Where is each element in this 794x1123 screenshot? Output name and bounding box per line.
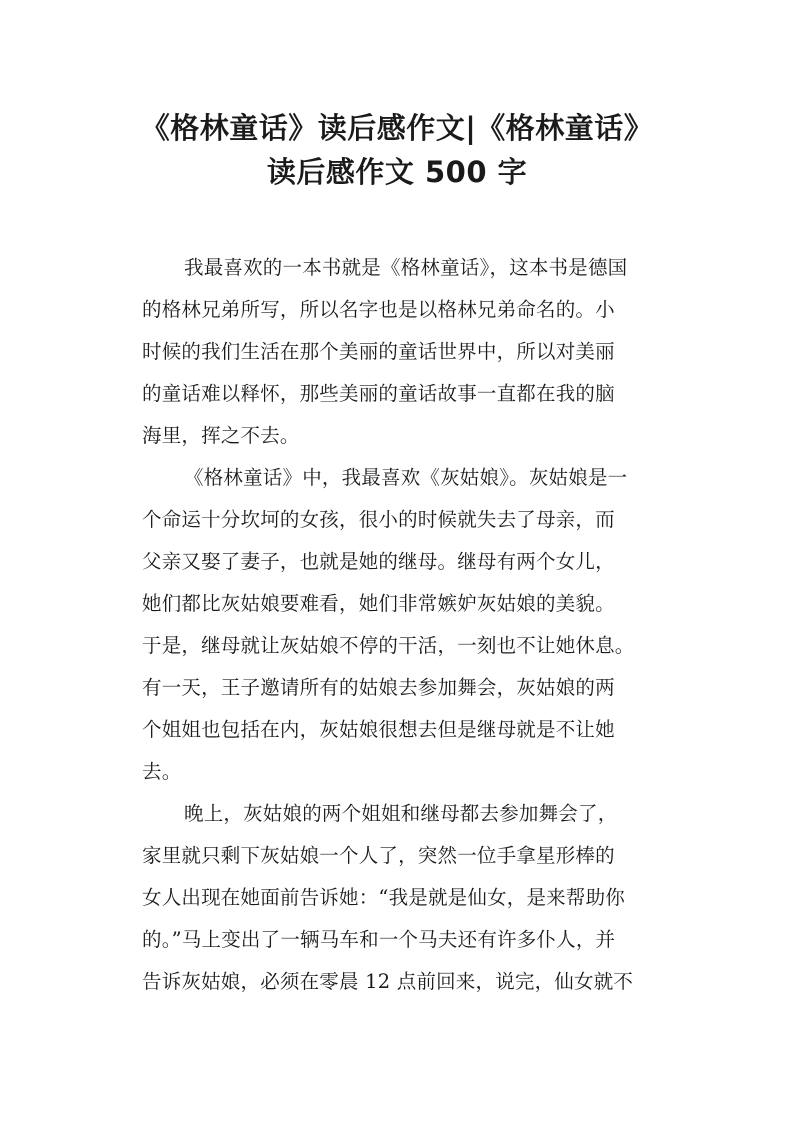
document-title: 《格林童话》读后感作文|《格林童话》 [140,111,654,145]
paragraph-line: 海里，挥之不去。 [142,424,300,447]
paragraph-line: 时候的我们生活在那个美丽的童话世界中，所以对美丽 [142,340,615,363]
paragraph-line: 她们都比灰姑娘要难看，她们非常嫉妒灰姑娘的美貌。 [142,592,615,615]
paragraph-line: 去。 [142,760,182,783]
paragraph-line: 于是，继母就让灰姑娘不停的干活，一刻也不让她休息。 [142,634,635,657]
paragraph-line: 父亲又娶了妻子，也就是她的继母。继母有两个女儿， [142,550,615,573]
paragraph-line: 《格林童话》中，我最喜欢《灰姑娘》。灰姑娘是一 [184,466,628,489]
paragraph-line: 个命运十分坎坷的女孩，很小的时候就失去了母亲，而 [142,508,615,531]
paragraph-line: 女人出现在她面前告诉她：“我是就是仙女，是来帮助你 [142,886,625,909]
paragraph-line: 的格林兄弟所写，所以名字也是以格林兄弟命名的。小 [142,298,615,321]
paragraph-line: 我最喜欢的一本书就是《格林童话》，这本书是德国 [184,256,628,279]
paragraph-line: 告诉灰姑娘，必须在零晨 12 点前回来，说完，仙女就不 [142,970,634,993]
paragraph-line: 的。”马上变出了一辆马车和一个马夫还有许多仆人，并 [142,928,616,951]
document-title-continued: 读后感作文 500 字 [266,155,528,189]
paragraph-line: 的童话难以释怀，那些美丽的童话故事一直都在我的脑 [142,382,615,405]
paragraph-line: 有一天，王子邀请所有的姑娘去参加舞会，灰姑娘的两 [142,676,615,699]
paragraph-line: 家里就只剩下灰姑娘一个人了，突然一位手拿星形棒的 [142,844,615,867]
paragraph-line: 晚上，灰姑娘的两个姐姐和继母都去参加舞会了， [184,802,618,825]
paragraph-line: 个姐姐也包括在内，灰姑娘很想去但是继母就是不让她 [142,718,615,741]
